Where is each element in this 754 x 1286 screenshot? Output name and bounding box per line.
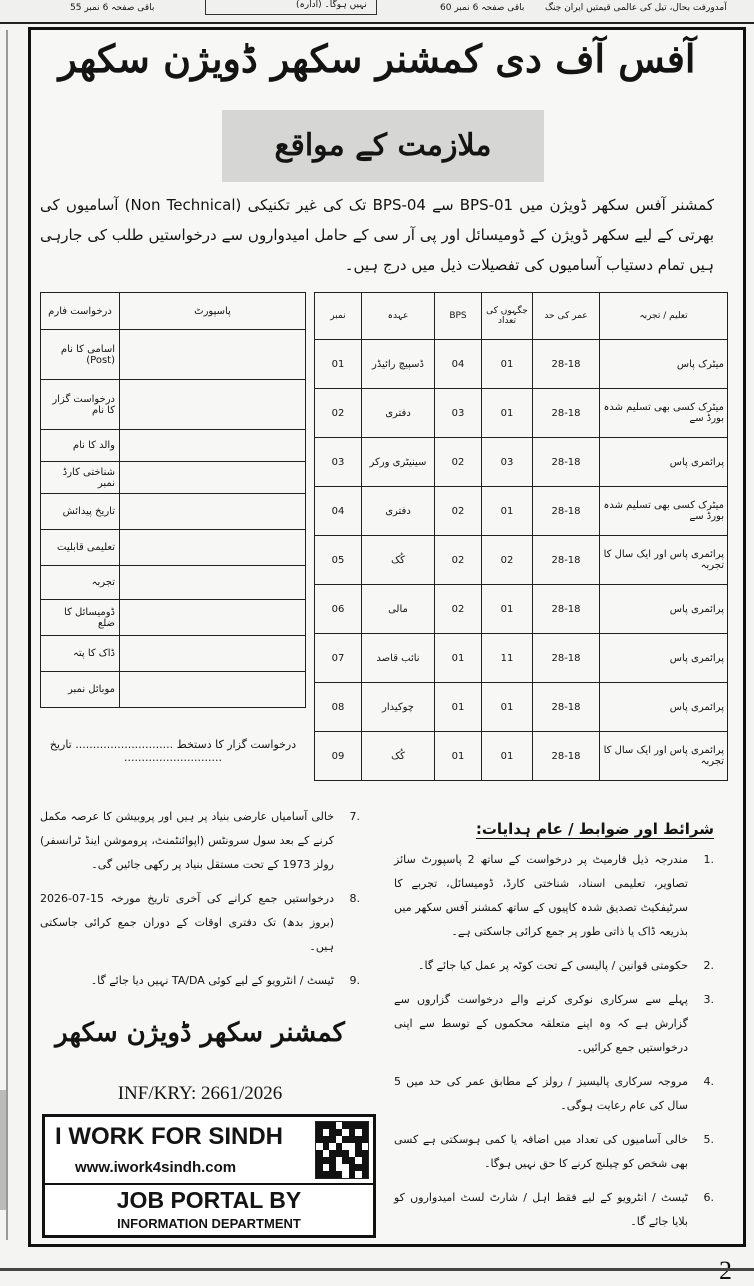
form-field-value [120,636,306,672]
cell-post: چوکیدار [362,683,435,732]
form-header-row [41,293,306,330]
posts-table [314,292,728,781]
rules-right-column [394,848,714,1244]
iwork-divider [45,1183,373,1185]
rule-item [394,1186,714,1234]
form-row [41,330,306,380]
form-field-label: تجربہ [41,566,120,600]
iwork-department: INFORMATION DEPARTMENT [117,1216,301,1231]
iwork-banner [42,1114,376,1238]
ad-subtitle: ملازمت کے مواقع [274,128,492,163]
cell-post: کُک [362,732,435,781]
form-row [41,494,306,530]
cell-count: 03 [482,438,533,487]
rule-item [394,1070,714,1118]
iwork-title: I WORK FOR SINDH [55,1123,283,1150]
rule-item [394,848,714,944]
cell-no: 04 [315,487,362,536]
col-post: عہدہ [362,293,435,340]
form-field-value [120,600,306,636]
form-row [41,380,306,430]
col-age: عمر کی حد [533,293,600,340]
rule-item [394,988,714,1060]
cell-qual: میٹرک کسی بھی تسلیم شدہ بورڈ سے [600,487,728,536]
cell-age: 28-18 [533,389,600,438]
cell-post: دفتری [362,487,435,536]
form-field-label: ڈومیسائل کا ضلع [41,600,120,636]
rule-number: .7 [349,810,360,823]
cell-count: 01 [482,340,533,389]
reference-number: INF/KRY: 2661/2026 [117,1083,283,1104]
rules-heading: شرائط اور ضوابط / عام ہدایات: [475,820,714,838]
posts-header-row [315,293,728,340]
cell-age: 28-18 [533,438,600,487]
cell-bps: 04 [435,340,482,389]
cell-bps: 02 [435,536,482,585]
cell-post: مالی [362,585,435,634]
rules-left-column [40,805,360,1003]
left-rule [6,30,8,1240]
cell-age: 28-18 [533,536,600,585]
form-field-label: اسامی کا نام (Post) [41,330,120,380]
cell-no: 07 [315,634,362,683]
cell-age: 28-18 [533,732,600,781]
rule-number: .9 [349,974,360,987]
table-row [315,732,728,781]
form-row [41,600,306,636]
cell-qual: میٹرک کسی بھی تسلیم شدہ بورڈ سے [600,389,728,438]
cell-count: 01 [482,487,533,536]
form-header-right: درخواست فارم [41,293,120,330]
form-field-label: تاریخ پیدائش [41,494,120,530]
rule-number: .4 [703,1075,714,1088]
page-number: 2 [719,1256,732,1285]
form-field-label: شناختی کارڈ نمبر [41,462,120,494]
cell-bps: 02 [435,585,482,634]
strip-box [205,0,377,15]
rule-item [40,969,360,993]
form-header-left: پاسپورٹ [120,293,306,330]
col-qual: تعلیم / تجربہ [600,293,728,340]
rule-item [394,1128,714,1176]
form-field-value [120,530,306,566]
cell-no: 08 [315,683,362,732]
table-row [315,536,728,585]
posts-body [315,340,728,781]
rule-text: پہلے سے سرکاری نوکری کرنے والے درخواست گزاروں سے گزارش ہے کہ وہ اپنے متعلقہ محکموں کے توسط سے اپنی درخواستیں جمع کرائیں۔ [394,993,688,1054]
cell-no: 02 [315,389,362,438]
form-field-label: والد کا نام [41,430,120,462]
form-field-value [120,380,306,430]
strip-right-text: باقی صفحہ 6 نمبر 60 [440,3,525,13]
rule-item [40,805,360,877]
cell-bps: 01 [435,732,482,781]
cell-post: سینیٹری ورکر [362,438,435,487]
intro-paragraph: کمشنر آفس سکھر ڈویژن میں BPS-01 سے BPS-04 تک کی غیر تکنیکی (Non Technical) آسامیوں کی بھرتی کے لیے سکھر ڈویژن کے ڈومیسائل اور پی آر سی کے حامل امیدواروں سے درخواستیں طلب کی جارہی ہیں تمام دستیاب آسامیوں کی تفصیلات ذیل میں درج ہیں۔ [40,196,714,274]
strip-far-right-text: آمدورفت بحال، تیل کی عالمی قیمتیں ایران جنگ [545,3,727,13]
cell-no: 05 [315,536,362,585]
header-strip [0,0,754,24]
rule-text: مندرجہ ذیل فارمیٹ پر درخواست کے ساتھ 2 پاسپورٹ سائز تصاویر، تعلیمی اسناد، شناختی کارڈ، ڈومیسائل، تجربے کا سرٹیفکیٹ تصدیق شدہ کاپیوں کے ساتھ کمشنر آفس سکھر میں بذریعہ ڈاک یا ذاتی طور پر جمع کرائی جاسکتی ہے۔ [394,853,688,938]
strip-middle-text: نہیں ہوگا۔ (ادارہ) [296,0,367,10]
rule-number: .3 [703,993,714,1006]
cell-bps: 01 [435,683,482,732]
subtitle-box [222,110,544,182]
cell-no: 01 [315,340,362,389]
rule-item [40,887,360,959]
table-row [315,487,728,536]
form-field-value [120,462,306,494]
table-row [315,634,728,683]
cell-count: 01 [482,732,533,781]
cell-age: 28-18 [533,585,600,634]
sidebar-mark [0,1090,6,1210]
form-row [41,530,306,566]
iwork-url[interactable]: www.iwork4sindh.com [75,1159,237,1176]
cell-post: ڈسپیچ رائیڈر [362,340,435,389]
form-row [41,566,306,600]
table-row [315,683,728,732]
form-field-label: تعلیمی قابلیت [41,530,120,566]
rule-number: .6 [703,1191,714,1204]
rule-text: خالی آسامیوں کی تعداد میں اضافہ یا کمی ہوسکتی ہے کسی بھی شخص کو چیلنج کرنے کا حق نہیں ہوگا۔ [394,1133,688,1170]
form-row [41,636,306,672]
cell-post: نائب قاصد [362,634,435,683]
cell-bps: 03 [435,389,482,438]
table-row [315,389,728,438]
cell-qual: پرائمری پاس [600,683,728,732]
cell-age: 28-18 [533,634,600,683]
form-row [41,462,306,494]
cell-bps: 02 [435,438,482,487]
form-field-label: ڈاک کا پتہ [41,636,120,672]
rule-text: خالی آسامیاں عارضی بنیاد پر ہیں اور پروبیشن کا عرصہ مکمل کرنے کے بعد سول سرونٹس (اپوائنٹمنٹ، پروموشن اینڈ ٹرانسفر) رولز 1973 کے تحت مستقل بنیاد پر رکھی جائیں گی۔ [40,810,334,871]
form-field-value [120,494,306,530]
rule-text: ٹیسٹ / انٹرویو کے لیے کوئی TA/DA نہیں دیا جائے گا۔ [90,974,334,987]
strip-left-text: باقی صفحہ 6 نمبر 55 [70,3,155,13]
form-body [41,330,306,708]
application-form [40,292,306,708]
form-field-value [120,566,306,600]
col-bps: BPS [435,293,482,340]
table-row [315,438,728,487]
cell-no: 09 [315,732,362,781]
ad-title: آفس آف دی کمشنر سکھر ڈویژن سکھر [58,36,696,81]
cell-bps: 02 [435,487,482,536]
cell-no: 03 [315,438,362,487]
form-row [41,672,306,708]
table-row [315,585,728,634]
cell-no: 06 [315,585,362,634]
signature-line: درخواست گزار کا دستخط ............................ تاریخ ............................ [49,738,297,764]
cell-age: 28-18 [533,683,600,732]
form-field-value [120,430,306,462]
table-row [315,340,728,389]
cell-age: 28-18 [533,340,600,389]
cell-count: 01 [482,683,533,732]
cell-count: 11 [482,634,533,683]
form-row [41,430,306,462]
rule-item [394,954,714,978]
rule-text: درخواستیں جمع کرانے کی آخری تاریخ مورخہ 15-07-2026 (بروز بدھ) تک دفتری اوقات کے دوران جمع کرائی جاسکتی ہیں۔ [40,892,334,953]
cell-age: 28-18 [533,487,600,536]
form-field-label: موبائل نمبر [41,672,120,708]
rule-text: ٹیسٹ / انٹرویو کے لیے فقط اہل / شارٹ لسٹ امیدواروں کو بلایا جائے گا۔ [394,1191,688,1228]
bottom-rule [0,1268,754,1271]
cell-count: 01 [482,389,533,438]
cell-post: دفتری [362,389,435,438]
rule-number: .2 [703,959,714,972]
col-no: نمبر [315,293,362,340]
rule-number: .8 [349,892,360,905]
cell-qual: پرائمری پاس [600,634,728,683]
cell-qual: پرائمری پاس اور ایک سال کا تجربہ [600,536,728,585]
rule-number: .5 [703,1133,714,1146]
cell-bps: 01 [435,634,482,683]
form-field-label: درخواست گزار کا نام [41,380,120,430]
rule-number: .1 [703,853,714,866]
cell-post: کُک [362,536,435,585]
rule-text: حکومتی قوانین / پالیسی کے تحت کوٹہ پر عمل کیا جائے گا۔ [418,959,688,972]
cell-qual: پرائمری پاس [600,438,728,487]
qr-code-icon [315,1121,369,1179]
rule-text: مروجہ سرکاری پالیسیز / رولز کے مطابق عمر کی حد میں 5 سال کی عام رعایت ہوگی۔ [394,1075,688,1112]
form-field-value [120,672,306,708]
form-field-value [120,330,306,380]
cell-count: 01 [482,585,533,634]
commissioner-signature: کمشنر سکھر ڈویژن سکھر [55,1018,345,1048]
col-count: جگہوں کی تعداد [482,293,533,340]
cell-qual: پرائمری پاس اور ایک سال کا تجربہ [600,732,728,781]
cell-qual: میٹرک پاس [600,340,728,389]
iwork-portal: JOB PORTAL BY [116,1187,302,1213]
cell-qual: پرائمری پاس [600,585,728,634]
cell-count: 02 [482,536,533,585]
